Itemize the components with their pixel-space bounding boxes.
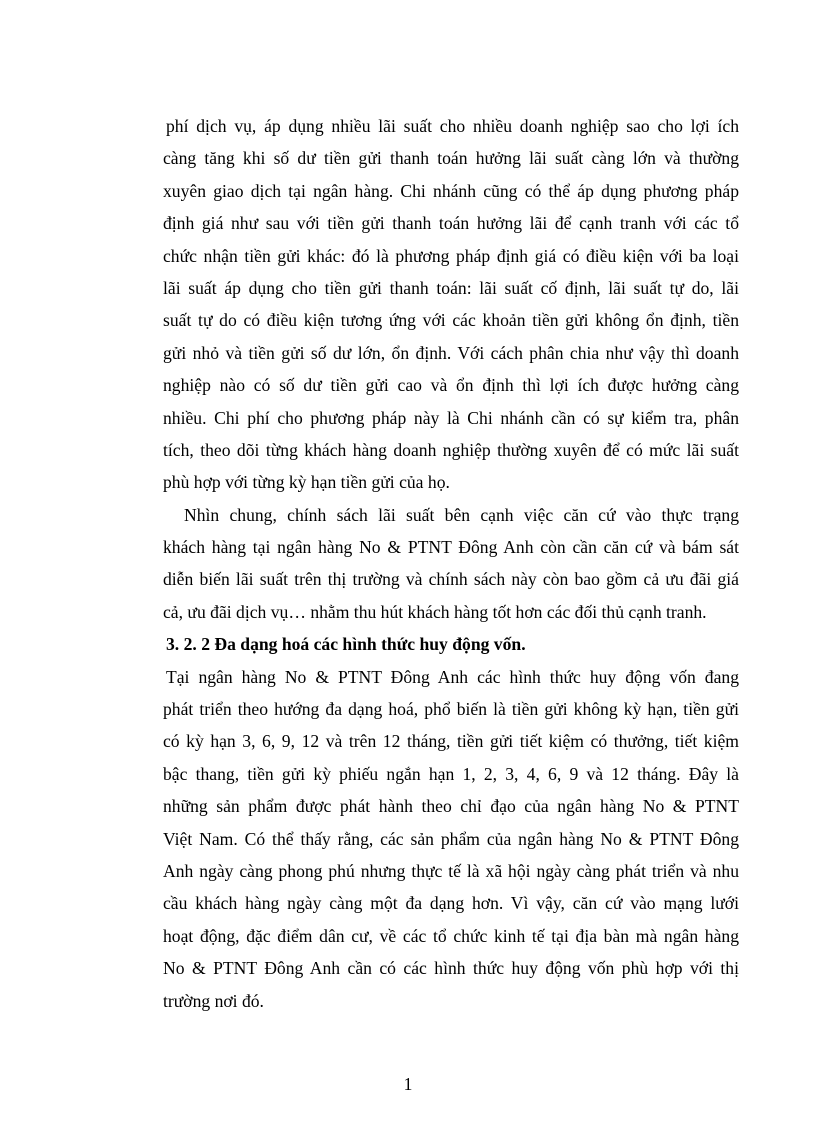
text-line: phù hợp với từng kỳ hạn tiền gửi của họ. [163,472,450,493]
text-line: nhiều. Chi phí cho phương pháp này là Chi nhánh cần có sự kiểm tra, phân [163,407,739,428]
text-line: cầu khách hàng ngày càng một đa dạng hơn. Vì vậy, căn cứ vào mạng lưới [163,893,739,914]
text-line: định giá như sau với tiền gửi thanh toán hưởng lãi để cạnh tranh với các tổ [163,213,739,234]
text-line: Nhìn chung, chính sách lãi suất bên cạnh việc căn cứ vào thực trạng [184,504,739,525]
text-line: bậc thang, tiền gửi kỳ phiếu ngắn hạn 1, 2, 3, 4, 6, 9 và 12 tháng. Đây là [163,763,739,784]
section-heading: 3. 2. 2 Đa dạng hoá các hình thức huy động vốn. [166,634,526,655]
page-number: 1 [403,1074,413,1094]
text-line: xuyên giao dịch tại ngân hàng. Chi nhánh cũng có thể áp dụng phương pháp [163,180,739,201]
text-line: lãi suất áp dụng cho tiền gửi thanh toán: lãi suất cố định, lãi suất tự do, lãi [163,277,739,298]
text-line: những sản phẩm được phát hành theo chỉ đạo của ngân hàng No & PTNT [163,796,739,817]
text-line: tích, theo dõi từng khách hàng doanh nghiệp thường xuyên để có mức lãi suất [163,439,739,460]
paragraph-diversification [163,661,739,1017]
text-line: phát triển theo hướng đa dạng hoá, phổ biến là tiền gửi không kỳ hạn, tiền gửi [163,699,739,720]
paragraph-interest-rate-methods [163,110,739,499]
paragraph-summary [163,499,739,629]
text-line: hoạt động, đặc điểm dân cư, về các tổ chức kinh tế tại địa bàn mà ngân hàng [163,925,739,946]
text-line: khách hàng tại ngân hàng No & PTNT Đông Anh còn cần căn cứ và bám sát [163,537,739,558]
text-line: trường nơi đó. [163,990,264,1011]
text-line: diễn biến lãi suất trên thị trường và chính sách này còn bao gồm cả ưu đãi giá [163,569,739,590]
text-line: gửi nhỏ và tiền gửi số dư lớn, ổn định. Với cách phân chia như vậy thì doanh [163,342,739,363]
text-line: có kỳ hạn 3, 6, 9, 12 và trên 12 tháng, tiền gửi tiết kiệm có thưởng, tiết kiệm [163,731,739,752]
text-line: No & PTNT Đông Anh cần có các hình thức huy động vốn phù hợp với thị [163,958,739,979]
text-line: cả, ưu đãi dịch vụ… nhằm thu hút khách hàng tốt hơn các đối thủ cạnh tranh. [163,601,707,622]
document-body [163,110,739,1017]
text-line: Việt Nam. Có thể thấy rằng, các sản phẩm của ngân hàng No & PTNT Đông [163,828,739,849]
text-line: suất tự do có điều kiện tương ứng với các khoản tiền gửi không ổn định, tiền [163,310,739,331]
text-line: Tại ngân hàng No & PTNT Đông Anh các hình thức huy động vốn đang [166,666,739,687]
text-line: nghiệp nào có số dư tiền gửi cao và ổn định thì lợi ích được hưởng càng [163,375,739,396]
text-line: phí dịch vụ, áp dụng nhiều lãi suất cho nhiều doanh nghiệp sao cho lợi ích [166,116,739,136]
text-line: chức nhận tiền gửi khác: đó là phương pháp định giá có điều kiện với ba loại [163,245,739,266]
text-line: càng tăng khi số dư tiền gửi thanh toán hưởng lãi suất càng lớn và thường [163,148,739,169]
text-line: Anh ngày càng phong phú nhưng thực tế là xã hội ngày càng phát triển và nhu [163,860,739,881]
